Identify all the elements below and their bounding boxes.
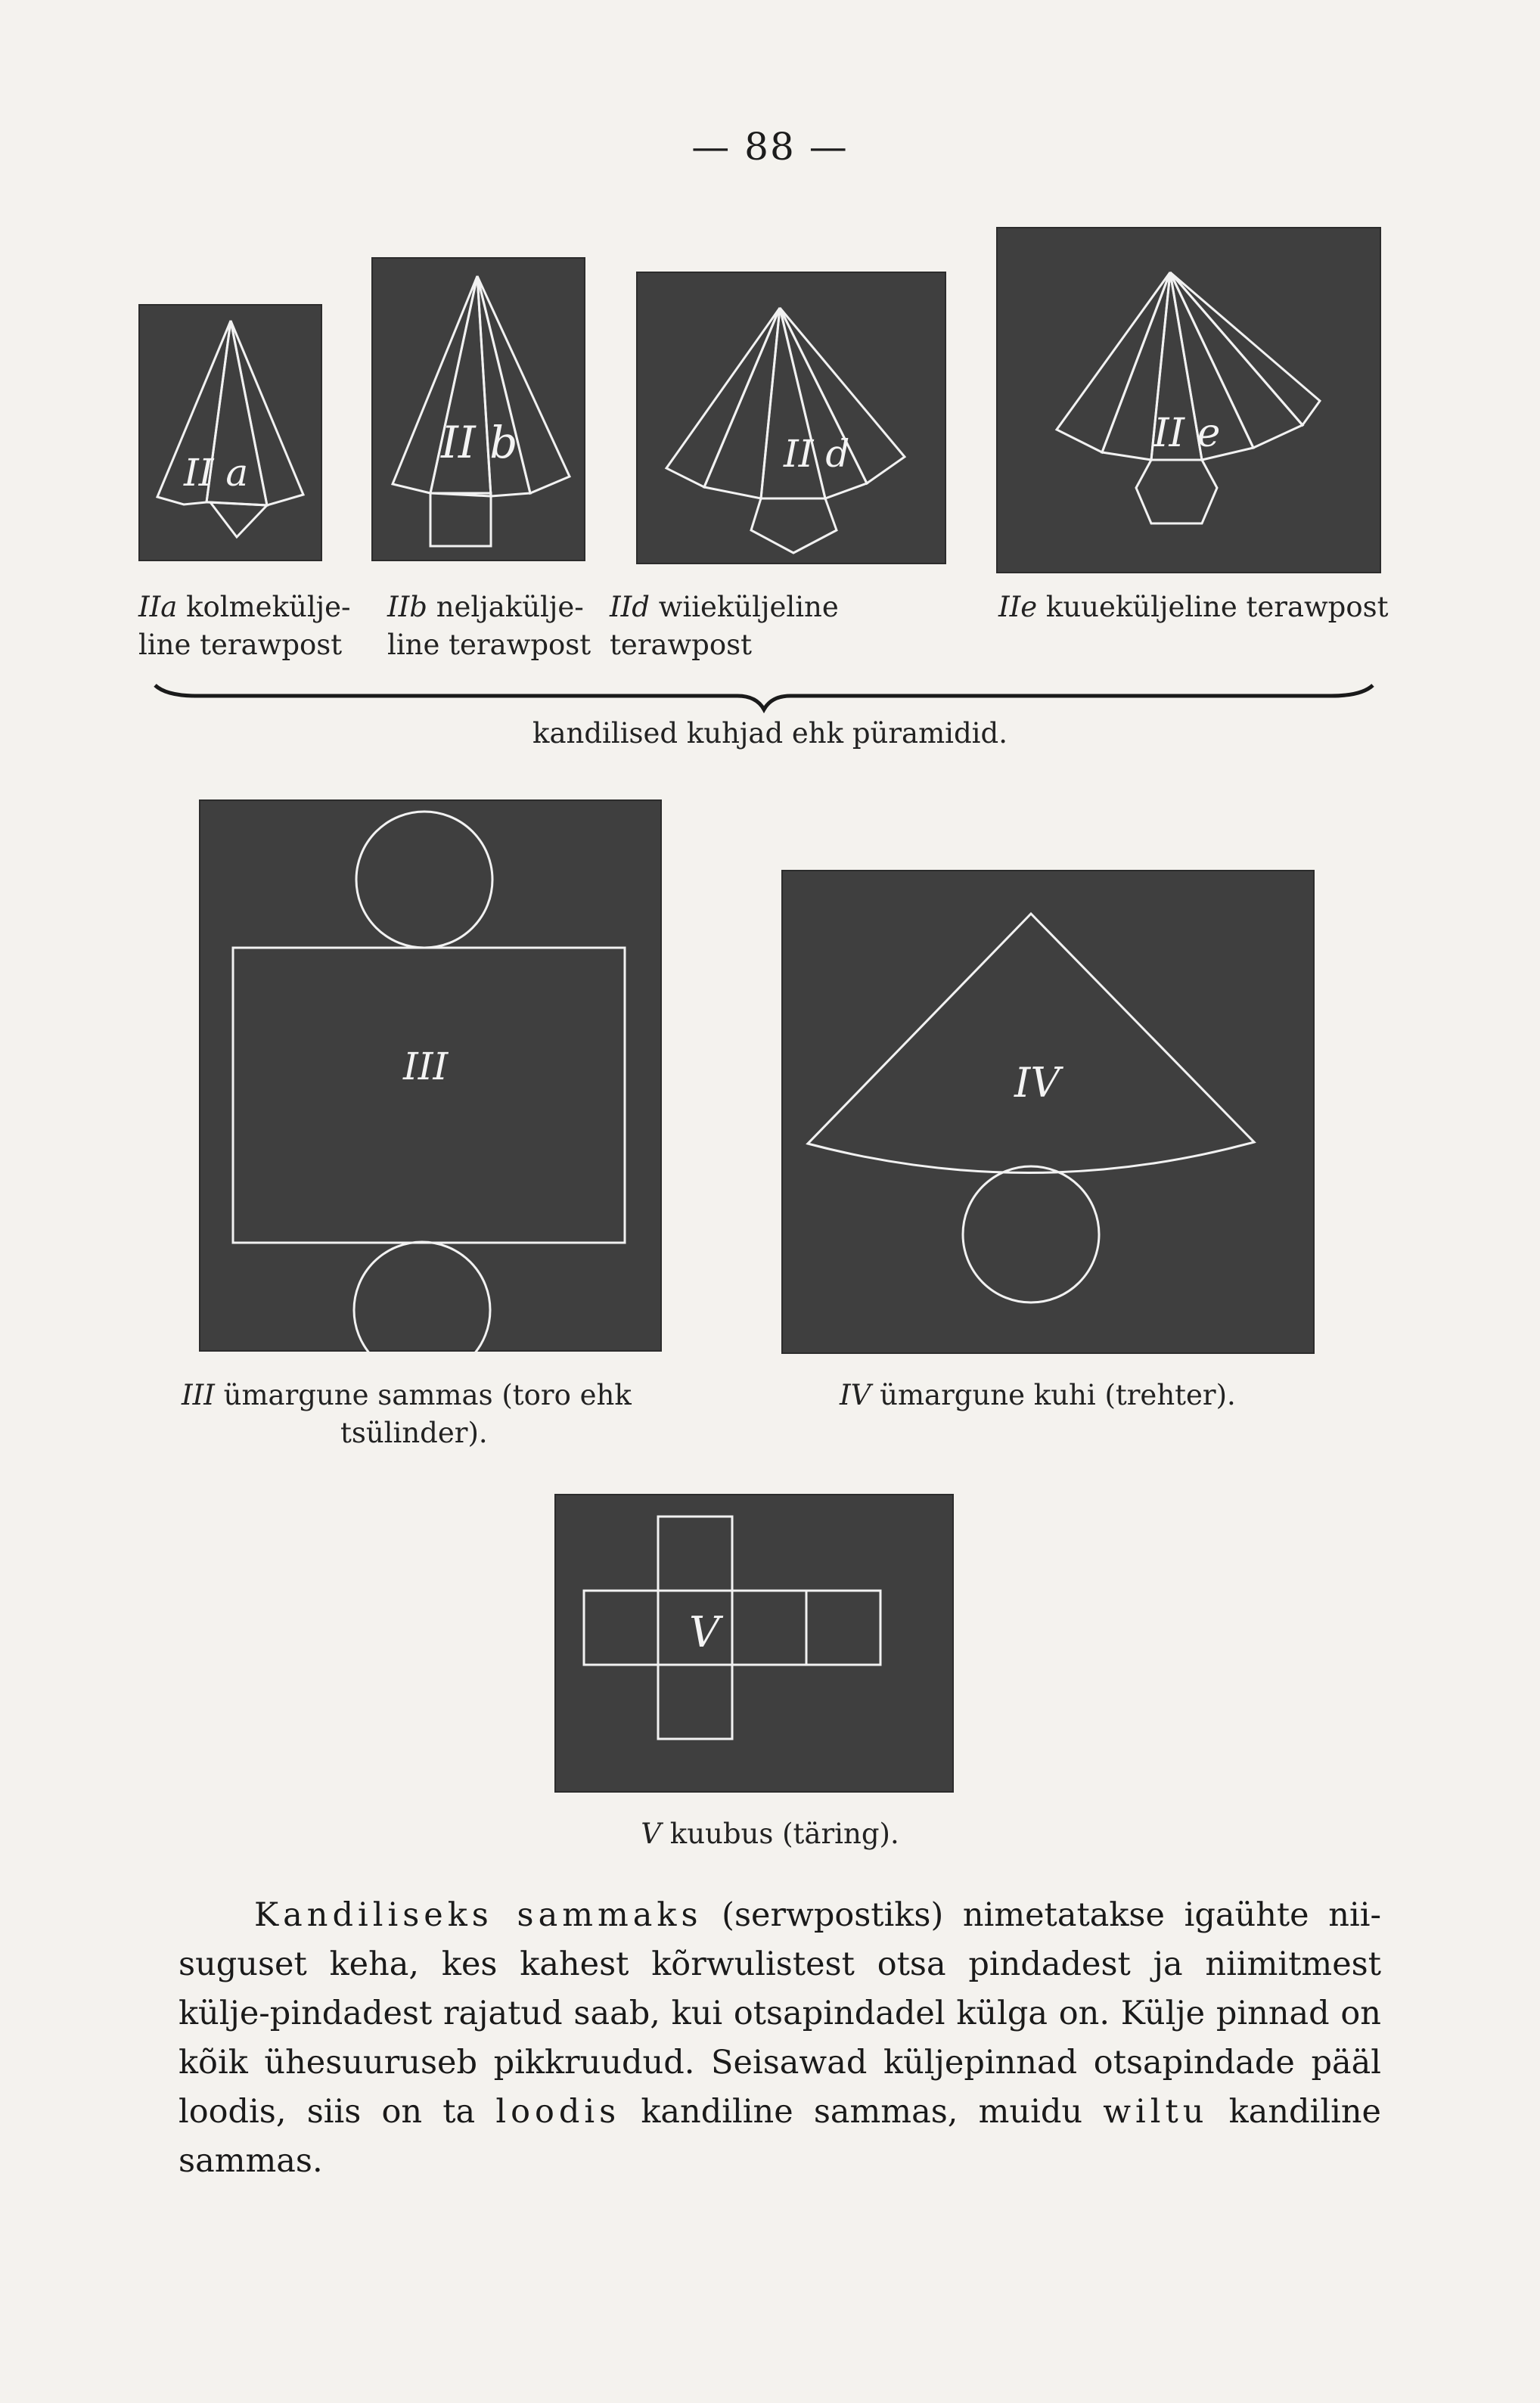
figure-iib-panel	[371, 257, 585, 561]
figure-iid-label: II d	[784, 432, 850, 476]
figure-v-drawing	[554, 1494, 954, 1793]
caption-iia-number: IIa	[138, 591, 178, 623]
figure-iib-drawing	[371, 257, 585, 561]
caption-iie	[998, 588, 1392, 626]
figure-iie-label: II e	[1153, 411, 1221, 456]
figure-v-panel	[554, 1494, 954, 1793]
caption-iii	[182, 1377, 711, 1452]
caption-iii-number: III	[182, 1379, 215, 1411]
caption-iv-text: ümargune kuhi (trehter).	[880, 1379, 1236, 1411]
page-number: — 88 —	[691, 125, 849, 169]
figure-iia-drawing	[138, 304, 322, 561]
caption-iib-text: neljakülje-	[436, 591, 584, 623]
caption-iv-number: IV	[840, 1379, 871, 1411]
caption-v-number: V	[641, 1818, 662, 1850]
figure-iii-panel	[199, 799, 662, 1352]
caption-iid-number: IId	[610, 591, 650, 623]
caption-iii-text: ümargune sammas (toro ehk	[223, 1379, 632, 1411]
caption-iie-text: kuueküljeline terawpost	[1045, 591, 1389, 623]
body-paragraph	[179, 1891, 1381, 2186]
caption-iia-text: kolmekülje-	[186, 591, 351, 623]
figure-iv-panel	[781, 870, 1315, 1354]
caption-iib	[387, 588, 614, 664]
group-brace	[151, 672, 1377, 717]
figure-iv-drawing	[781, 870, 1315, 1354]
figure-iv-label: IV	[1014, 1059, 1060, 1107]
caption-iii-text-line2: tsülinder).	[340, 1417, 488, 1449]
figure-iia-panel	[138, 304, 322, 561]
figure-iie-drawing	[996, 227, 1381, 573]
figure-iii-drawing	[199, 799, 662, 1352]
term-kandiline-sammas: Kandiliseks sammaks	[254, 1896, 703, 1934]
group-caption: kandilised kuhjad ehk püramidid.	[532, 717, 1008, 750]
caption-iib-number: IIb	[387, 591, 427, 623]
term-wiltu: wiltu	[1103, 2093, 1209, 2131]
caption-v	[0, 1815, 1540, 1853]
figure-iib-label: II b	[441, 417, 518, 468]
paragraph-text-1: (serwpostiks) nimetatakse igaühte nii-suguset keha, kes kahest kõrwulistest otsa pindadest ja niimitmest külje-pindadest rajatud saab, kui otsapindadel külga on. Külje pinnad on kõik ühesuuruseb pikkruudud. Seisawad küljepinnad otsapindade pääl loodis, siis on ta	[179, 1896, 1381, 2131]
figure-iia-label: II a	[184, 451, 249, 495]
caption-iib-text-line2: line terawpost	[387, 629, 591, 661]
paragraph-text-2: kandiline sammas, muidu	[620, 2093, 1104, 2131]
figure-iie-panel	[996, 227, 1381, 573]
caption-iid	[610, 588, 988, 664]
caption-iid-text: wiieküljeline terawpost	[610, 591, 839, 661]
caption-iia	[138, 588, 365, 664]
caption-iv	[840, 1377, 1324, 1414]
term-loodis: loodis	[495, 2093, 621, 2131]
paragraph-text-3: kandiline sammas.	[179, 2093, 1381, 2180]
figure-iid-panel	[636, 272, 946, 564]
figure-v-label: V	[689, 1608, 720, 1657]
figure-iid-drawing	[636, 272, 946, 564]
caption-iia-text-line2: line terawpost	[138, 629, 343, 661]
figure-iii-label: III	[403, 1045, 449, 1088]
caption-iie-number: IIe	[998, 591, 1038, 623]
caption-v-text: kuubus (täring).	[669, 1818, 899, 1850]
